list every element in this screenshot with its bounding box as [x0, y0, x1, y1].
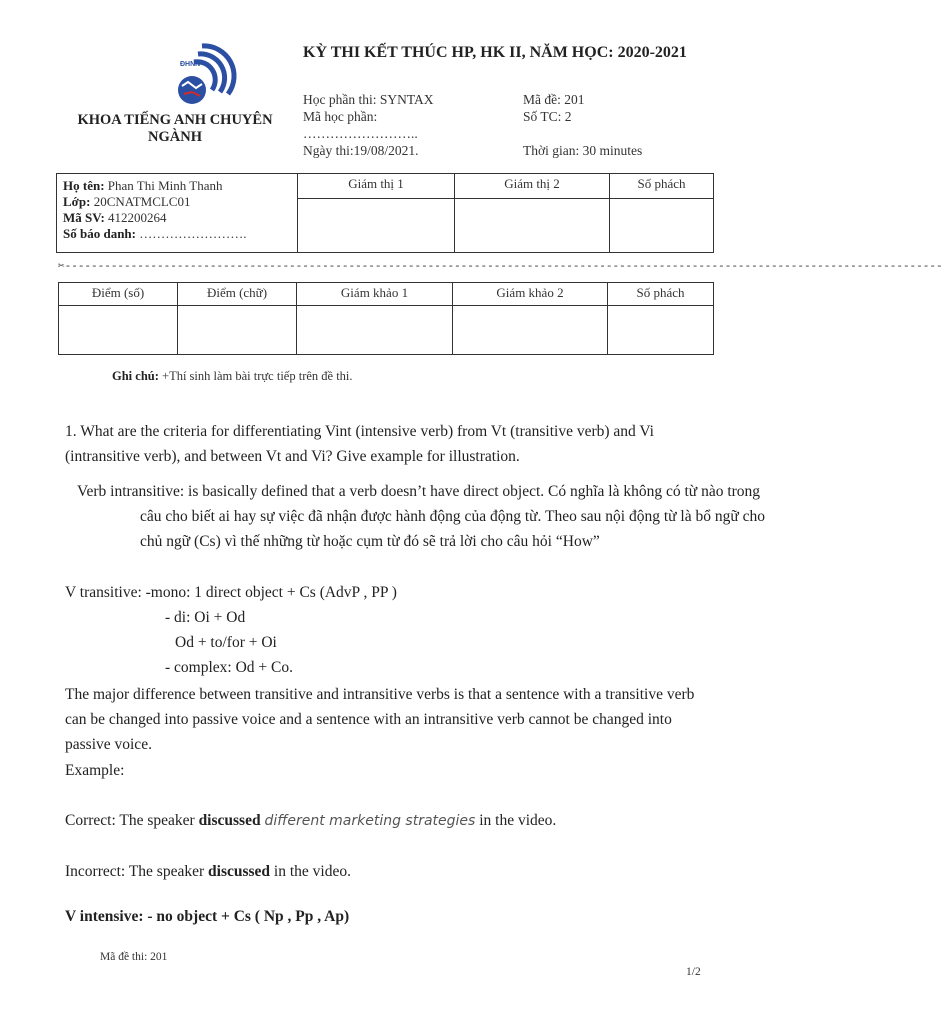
logo-text: ĐHNN [180, 61, 201, 68]
score-text-cell [178, 306, 297, 355]
score-text-header: Điểm (chữ) [178, 283, 297, 306]
incorrect-suffix: in the video. [270, 863, 351, 880]
student-name: Phan Thi Minh Thanh [107, 178, 223, 193]
score-number-header: Điểm (số) [59, 283, 178, 306]
proctor1-header: Giám thị 1 [298, 174, 455, 199]
student-sbd: ……………………. [139, 226, 247, 241]
transitive-complex: - complex: Od + Co. [165, 659, 293, 676]
course-code-label: Mã học phần: [303, 109, 378, 124]
score-serial-header: Số phách [608, 283, 714, 306]
correct-prefix: Correct: The speaker [65, 812, 199, 829]
student-proctor-table [56, 173, 714, 253]
proctor2-cell [455, 198, 610, 252]
duration: Thời gian: 30 minutes [523, 143, 643, 158]
intensive-definition: V intensive: - no object + Cs ( Np , Pp , Ap) [65, 908, 350, 925]
difference-paragraph: The major difference between transitive and intransitive verbs is that a sentence with a transitive verb can be changed into passive voice and a sentence with an intransitive verb cannot be changed into passive voice. [65, 686, 695, 753]
examiner1-header: Giám khảo 1 [297, 283, 453, 306]
student-id-row: Mã SV: 412200264 [63, 210, 167, 225]
example-label: Example: [65, 762, 125, 779]
university-logo [162, 42, 256, 112]
student-info-cell [57, 174, 298, 253]
correct-object: different marketing strategies [264, 813, 476, 829]
question: 1. What are the criteria for differentiating Vint (intensive verb) from Vt (transitive verb) and Vi (intransitive verb), and between Vt and Vi? Give example for illustration. [65, 423, 654, 465]
cut-line: ✂------------------------------------------------------------------------------------------------------------------------------------- [58, 261, 943, 273]
score-number-cell [59, 306, 178, 355]
student-class-row: Lớp: 20CNATMCLC01 [63, 194, 191, 209]
student-sbd-row: Số báo danh: ……………………. [63, 226, 247, 241]
student-id: 412200264 [108, 210, 167, 225]
correct-example [65, 808, 556, 834]
score-table [58, 282, 714, 355]
proctor-serial-cell [610, 198, 714, 252]
student-class: 20CNATMCLC01 [93, 194, 191, 209]
page-number: 1/2 [686, 966, 701, 978]
course-code-dots: …………………….. [303, 126, 418, 141]
student-name-row: Họ tên: Phan Thi Minh Thanh [63, 178, 223, 193]
incorrect-prefix: Incorrect: The speaker [65, 863, 209, 880]
proctor1-cell [298, 198, 455, 252]
transitive-di: - di: Oi + Od [165, 609, 246, 626]
credits: Số TC: 2 [523, 109, 572, 124]
score-serial-cell [608, 306, 714, 355]
transitive-mono: V transitive: -mono: 1 direct object + Cs (AdvP , PP ) [65, 584, 397, 601]
correct-suffix: in the video. [475, 812, 557, 829]
exam-code: Mã đề: 201 [523, 92, 585, 107]
transitive-di-alt: Od + to/for + Oi [175, 634, 277, 651]
note-text: +Thí sinh làm bài trực tiếp trên đề thi. [162, 369, 353, 383]
examiner2-cell [453, 306, 608, 355]
incorrect-verb: discussed [208, 863, 271, 880]
proctor2-header: Giám thị 2 [455, 174, 610, 199]
examiner1-cell [297, 306, 453, 355]
exam-title: KỲ THI KẾT THÚC HP, HK II, NĂM HỌC: 2020-2021 [303, 44, 687, 61]
footer-exam-code: Mã đề thi: 201 [100, 951, 168, 963]
note-label: Ghi chú: [112, 369, 159, 383]
correct-verb: discussed [198, 812, 261, 829]
incorrect-example [65, 859, 351, 884]
exam-date: Ngày thi:19/08/2021. [303, 143, 419, 158]
note [112, 369, 353, 384]
examiner2-header: Giám khảo 2 [453, 283, 608, 306]
faculty-name: KHOA TIẾNG ANH CHUYÊN NGÀNH [77, 112, 273, 145]
proctor-serial-header: Số phách [610, 174, 714, 199]
subject: Học phần thi: SYNTAX [303, 92, 434, 107]
intransitive-definition: Verb intransitive: is basically defined that a verb doesn’t have direct object. Có nghĩa là không có từ nào trong câu cho biết ai hay sự việc đã nhận được hành động của động từ. Theo sau nội động từ là bổ ngữ cho chủ ngữ (Cs) vì thế những từ hoặc cụm từ đó sẽ trả lời cho câu hỏi “How” [77, 483, 765, 550]
